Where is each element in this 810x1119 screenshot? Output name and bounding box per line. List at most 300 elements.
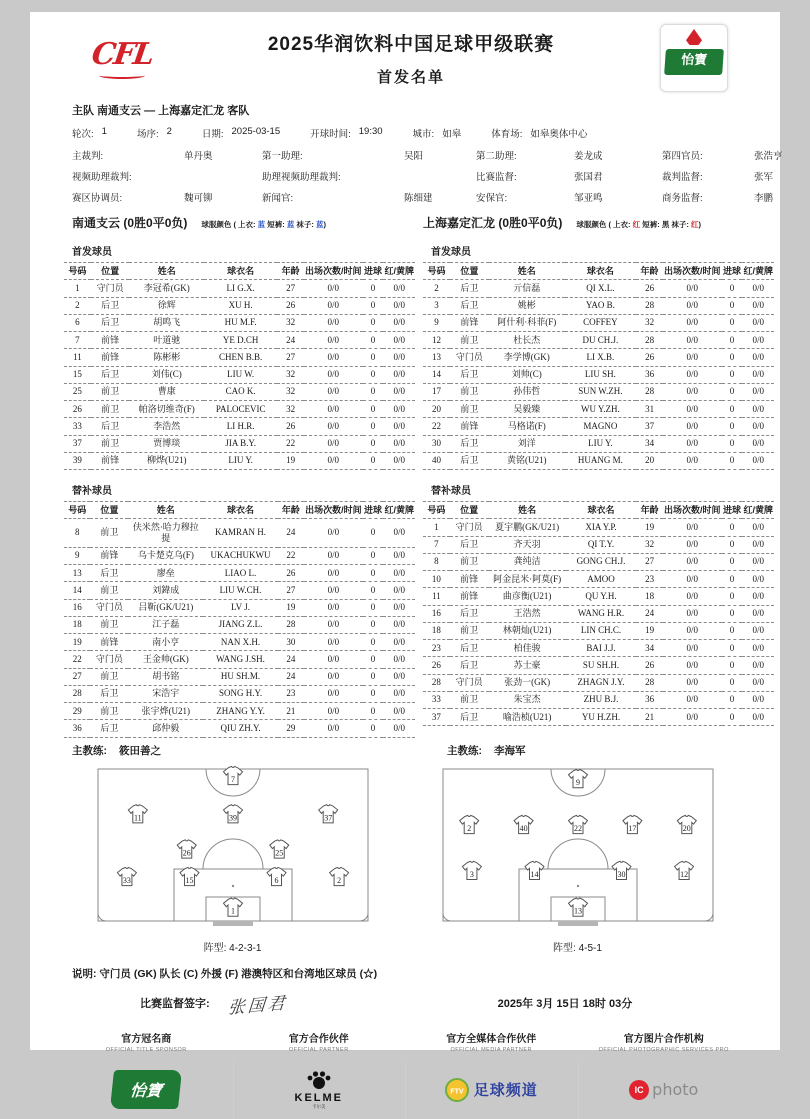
player-position: 后卫 — [450, 640, 489, 657]
player-age: 23 — [278, 685, 304, 702]
cards: 0/0 — [742, 536, 774, 553]
shirt-number: 25 — [274, 848, 283, 858]
home-team-header — [72, 214, 423, 231]
cards: 0/0 — [742, 674, 774, 691]
apps-time: 0/0 — [663, 519, 722, 536]
apps-time: 0/0 — [304, 668, 363, 685]
cards: 0/0 — [742, 709, 774, 726]
cards: 0/0 — [383, 720, 415, 737]
kit-label-end: ) — [698, 220, 701, 229]
column-header: 球衣名 — [203, 502, 277, 519]
column-header: 出场次数/时间 — [304, 502, 363, 519]
table-row — [64, 720, 415, 737]
table-row — [423, 297, 774, 314]
player-name: 廖垒 — [128, 565, 203, 582]
kit-label: 球服颜色 ( — [201, 220, 236, 229]
kit-color-value: 蓝 — [257, 220, 266, 229]
apps-time: 0/0 — [304, 519, 363, 548]
player-number: 7 — [423, 536, 450, 553]
table-row — [423, 691, 774, 708]
cards: 0/0 — [742, 571, 774, 588]
jersey-name: CHEN B.B. — [204, 349, 277, 366]
player-table — [423, 262, 774, 470]
column-header: 球衣名 — [204, 263, 277, 280]
cards: 0/0 — [742, 401, 774, 418]
table-row — [64, 383, 415, 400]
table-row — [423, 709, 774, 726]
goals: 0 — [363, 297, 384, 314]
shirt-number: 17 — [627, 823, 636, 833]
info-label: 体育场: — [491, 129, 523, 140]
player-position: 后卫 — [450, 709, 489, 726]
player-age: 27 — [636, 553, 663, 570]
cards: 0/0 — [742, 605, 774, 622]
team-names-row — [30, 214, 780, 231]
player-position: 前锋 — [91, 452, 130, 469]
player-number: 14 — [423, 366, 450, 383]
apps-time: 0/0 — [304, 565, 363, 582]
cestbon-footer-logo-text: 怡寶 — [110, 1070, 182, 1109]
apps-time: 0/0 — [663, 571, 722, 588]
table-row — [64, 401, 415, 418]
goals: 0 — [363, 634, 384, 651]
official-label: 第四官员: — [662, 151, 703, 162]
column-header: 姓名 — [489, 502, 566, 519]
away-subs-table — [423, 501, 774, 738]
info-pair — [137, 126, 172, 140]
official-name: 邹亚鸣 — [574, 193, 603, 204]
table-row — [64, 314, 415, 331]
cfl-logo-text: CFL — [89, 37, 155, 72]
table-row — [64, 452, 415, 469]
info-label: 轮次: — [72, 129, 94, 140]
table-row — [423, 674, 774, 691]
sponsor-photo-zh: 官方图片合作机构 — [623, 1033, 704, 1045]
cards: 0/0 — [742, 452, 774, 469]
info-pair — [491, 126, 587, 140]
player-number: 8 — [423, 553, 450, 570]
player-position: 前锋 — [450, 314, 489, 331]
player-age: 28 — [636, 297, 663, 314]
apps-time: 0/0 — [304, 383, 363, 400]
cards: 0/0 — [383, 685, 415, 702]
legend-note — [30, 954, 780, 981]
cards: 0/0 — [383, 366, 415, 383]
shirt-number: 2 — [336, 875, 341, 885]
info-value: 2 — [166, 126, 172, 137]
table-row — [64, 703, 415, 720]
player-position: 前卫 — [450, 691, 489, 708]
player-number: 25 — [64, 383, 91, 400]
table-header-row — [423, 502, 774, 519]
player-position: 前锋 — [91, 349, 130, 366]
player-name: 徐辉 — [129, 297, 204, 314]
goals: 0 — [722, 657, 743, 674]
away-subs-label: 替补球员 — [431, 486, 471, 497]
player-age: 37 — [636, 418, 663, 435]
matchup-line: 主队 南通支云 — 上海嘉定汇龙 客队 — [72, 105, 250, 117]
apps-time: 0/0 — [304, 366, 363, 383]
player-table — [64, 501, 415, 738]
player-position: 后卫 — [91, 297, 130, 314]
player-name: 刘伟(C) — [129, 366, 204, 383]
player-age: 20 — [636, 452, 663, 469]
cards: 0/0 — [742, 435, 774, 452]
cards: 0/0 — [742, 640, 774, 657]
player-shirt — [568, 898, 587, 916]
ftv-logo — [405, 1061, 579, 1119]
jersey-name: LIU Y. — [565, 435, 636, 452]
sponsor-strip — [30, 1030, 780, 1119]
column-header: 年龄 — [277, 263, 304, 280]
column-header: 红/黄牌 — [383, 263, 415, 280]
player-position: 守门员 — [450, 349, 489, 366]
player-number: 2 — [423, 280, 450, 297]
cards: 0/0 — [383, 582, 415, 599]
team-sheet-document — [30, 0, 783, 1109]
player-age: 24 — [278, 668, 304, 685]
title-block — [162, 29, 660, 87]
player-position: 前卫 — [450, 622, 489, 639]
shirt-number: 33 — [122, 875, 131, 885]
player-number: 3 — [423, 297, 450, 314]
kit-color-value: 红 — [632, 220, 641, 229]
jersey-name: LIAO L. — [203, 565, 277, 582]
player-age: 21 — [636, 709, 663, 726]
player-age: 32 — [636, 536, 663, 553]
cards: 0/0 — [383, 332, 415, 349]
sponsor-title — [60, 1030, 233, 1119]
shirt-number: 3 — [469, 869, 474, 879]
apps-time: 0/0 — [663, 452, 722, 469]
cards: 0/0 — [383, 565, 415, 582]
player-age: 32 — [277, 383, 304, 400]
shirt-number: 6 — [274, 875, 279, 885]
player-number: 9 — [423, 314, 450, 331]
jersey-name: SU SH.H. — [566, 657, 636, 674]
player-position: 前卫 — [450, 332, 489, 349]
sponsor-media — [405, 1030, 578, 1119]
away-coach — [405, 738, 780, 758]
cards: 0/0 — [742, 553, 774, 570]
cards: 0/0 — [742, 297, 774, 314]
player-name: 吕靳(GK/U21) — [128, 599, 203, 616]
player-number: 39 — [64, 452, 91, 469]
table-row — [64, 616, 415, 633]
shirt-number: 13 — [573, 906, 582, 916]
player-name: 吴毅臻 — [489, 401, 565, 418]
formation-diagrams — [30, 768, 780, 954]
player-number: 15 — [64, 366, 91, 383]
home-subs-label: 替补球员 — [72, 486, 112, 497]
cards: 0/0 — [383, 314, 415, 331]
jersey-name: ZHU B.J. — [566, 691, 636, 708]
player-number: 11 — [64, 349, 91, 366]
apps-time: 0/0 — [304, 547, 363, 564]
info-label: 日期: — [201, 129, 224, 140]
sponsor-photo — [578, 1030, 751, 1119]
player-name: 帕洛切维奇(F) — [129, 401, 204, 418]
cards: 0/0 — [383, 280, 415, 297]
player-age: 24 — [278, 519, 304, 548]
column-header: 红/黄牌 — [383, 502, 415, 519]
subs-section-labels — [30, 470, 780, 497]
player-number: 2 — [64, 297, 91, 314]
column-header: 号码 — [64, 502, 90, 519]
player-name: 阿什利·科菲(F) — [489, 314, 565, 331]
player-name: 王浩然 — [489, 605, 566, 622]
player-age: 27 — [277, 349, 304, 366]
jersey-name: LIU Y. — [204, 452, 277, 469]
cestbon-logo-text: 怡寶 — [664, 49, 724, 75]
sponsor-partner-zh: 官方合作伙伴 — [288, 1033, 349, 1045]
player-name: 柏佳骏 — [489, 640, 566, 657]
sponsor-title-zh: 官方冠名商 — [121, 1033, 172, 1045]
player-number: 29 — [64, 703, 90, 720]
column-header: 位置 — [450, 502, 489, 519]
kelme-logo — [233, 1061, 407, 1119]
jersey-name: DU CH.J. — [565, 332, 636, 349]
apps-time: 0/0 — [663, 349, 722, 366]
player-position: 前锋 — [90, 547, 128, 564]
shirt-number: 12 — [679, 869, 688, 879]
player-shirt — [329, 867, 348, 885]
cards: 0/0 — [383, 401, 415, 418]
player-name: 阿金昆米·阿莫(F) — [489, 571, 566, 588]
player-shirt — [459, 815, 478, 833]
home-team-name: 南通支云 (0胜0平0负) — [72, 216, 188, 230]
kit-color-value: 蓝 — [315, 220, 324, 229]
kit-part-label: 上衣: — [235, 220, 258, 229]
kit-part-label: 袜子: — [669, 220, 691, 229]
player-position: 守门员 — [90, 599, 128, 616]
player-name: 苏士豪 — [489, 657, 566, 674]
apps-time: 0/0 — [663, 383, 722, 400]
table-row — [64, 418, 415, 435]
info-label: 城市: — [412, 129, 435, 140]
goals: 0 — [722, 383, 743, 400]
apps-time: 0/0 — [663, 366, 722, 383]
apps-time: 0/0 — [304, 280, 363, 297]
icphoto-logo — [578, 1061, 751, 1119]
player-name: 亓信磊 — [489, 280, 565, 297]
home-coach-name: 筱田善之 — [119, 744, 161, 757]
cards: 0/0 — [742, 519, 774, 536]
kit-label: 球服颜色 ( — [576, 220, 611, 229]
goals: 0 — [722, 640, 743, 657]
player-name: 胡鸣飞 — [129, 314, 204, 331]
player-number: 16 — [423, 605, 450, 622]
goals: 0 — [363, 418, 384, 435]
goals: 0 — [722, 332, 743, 349]
player-table — [64, 262, 415, 470]
shirt-number: 20 — [682, 823, 691, 833]
ftv-shield-icon — [445, 1078, 469, 1102]
away-starters-label: 首发球员 — [431, 247, 471, 258]
column-header: 红/黄牌 — [742, 502, 774, 519]
kelme-logo-subtext: 卡尔美 — [312, 1103, 326, 1109]
player-position: 后卫 — [450, 605, 489, 622]
starters-tables — [30, 258, 780, 470]
official-name: 吴阳 — [404, 151, 424, 162]
jersey-name: XU H. — [204, 297, 277, 314]
player-number: 12 — [423, 332, 450, 349]
apps-time: 0/0 — [304, 349, 363, 366]
player-shirt — [524, 861, 543, 879]
apps-time: 0/0 — [304, 418, 363, 435]
pitch-svg — [97, 768, 369, 930]
goals: 0 — [363, 668, 384, 685]
jersey-name: LV J. — [203, 599, 277, 616]
player-age: 19 — [277, 452, 304, 469]
info-pair — [310, 126, 382, 140]
cards: 0/0 — [383, 634, 415, 651]
table-row — [423, 622, 774, 639]
table-row — [423, 657, 774, 674]
table-row — [64, 435, 415, 452]
player-name: 刘帅(C) — [489, 366, 565, 383]
player-number: 7 — [64, 332, 91, 349]
official-label: 赛区协调员: — [72, 193, 123, 204]
column-header: 号码 — [423, 263, 450, 280]
player-shirt — [128, 804, 147, 822]
pitch-svg — [442, 768, 714, 930]
player-position: 前锋 — [450, 588, 489, 605]
player-position: 后卫 — [450, 280, 489, 297]
kit-color-value: 蓝 — [286, 220, 295, 229]
subs-tables — [30, 497, 780, 738]
player-age: 30 — [278, 634, 304, 651]
player-name: 柳烨(U21) — [129, 452, 204, 469]
column-header: 号码 — [64, 263, 91, 280]
column-header: 姓名 — [129, 263, 204, 280]
cards: 0/0 — [742, 691, 774, 708]
kelme-paw-icon — [306, 1070, 332, 1090]
info-label: 场序: — [136, 129, 159, 140]
player-name: 李学博(GK) — [489, 349, 565, 366]
player-number: 14 — [64, 582, 90, 599]
goals: 0 — [363, 685, 384, 702]
player-age: 19 — [636, 622, 663, 639]
table-row — [423, 349, 774, 366]
cards: 0/0 — [383, 599, 415, 616]
cards: 0/0 — [383, 616, 415, 633]
player-position: 后卫 — [450, 366, 489, 383]
player-age: 24 — [278, 651, 304, 668]
table-row — [423, 571, 774, 588]
player-number: 33 — [64, 418, 91, 435]
player-shirt — [223, 804, 242, 822]
jersey-name: QIU ZH.Y. — [203, 720, 277, 737]
player-number: 20 — [423, 401, 450, 418]
column-header: 进球 — [363, 263, 384, 280]
player-shirt — [318, 804, 337, 822]
cards: 0/0 — [742, 366, 774, 383]
column-header: 球衣名 — [565, 263, 636, 280]
table-row — [64, 547, 415, 564]
shirt-number: 30 — [617, 869, 626, 879]
away-pitch — [442, 768, 714, 935]
jersey-name: ZHANG Y.Y. — [203, 703, 277, 720]
player-name: 伕米然·哈力穆拉提 — [128, 519, 203, 548]
player-position: 后卫 — [450, 452, 489, 469]
player-age: 28 — [636, 332, 663, 349]
player-name: 叶道驰 — [129, 332, 204, 349]
cards: 0/0 — [383, 435, 415, 452]
apps-time: 0/0 — [663, 401, 722, 418]
goals: 0 — [722, 349, 743, 366]
column-header: 姓名 — [489, 263, 565, 280]
home-kit-colors — [201, 219, 326, 230]
match-info-row — [30, 118, 780, 140]
jersey-name: HU SH.M. — [203, 668, 277, 685]
player-name: 刘洋 — [489, 435, 565, 452]
jersey-name: HUANG M. — [565, 452, 636, 469]
player-age: 29 — [278, 720, 304, 737]
player-shirt — [179, 867, 198, 885]
jersey-name: HU M.F. — [204, 314, 277, 331]
info-value: 19:30 — [358, 126, 383, 137]
cards: 0/0 — [742, 418, 774, 435]
goals: 0 — [363, 519, 384, 548]
jersey-name: QI T.Y. — [566, 536, 636, 553]
player-name: 杜长杰 — [489, 332, 565, 349]
player-position: 前锋 — [90, 634, 128, 651]
column-header: 进球 — [722, 263, 743, 280]
shirt-number: 11 — [133, 812, 142, 822]
signature-datetime: 2025年 3月 15日 18时 03分 — [497, 998, 633, 1010]
table-row — [423, 401, 774, 418]
player-number: 13 — [64, 565, 90, 582]
info-label: 开球时间: — [310, 129, 351, 140]
jersey-name: ZHAGN J.Y. — [566, 674, 636, 691]
player-number: 37 — [423, 709, 450, 726]
player-name: 姚彬 — [489, 297, 565, 314]
player-name: 乌卡楚克乌(F) — [128, 547, 203, 564]
cards: 0/0 — [383, 651, 415, 668]
info-pair — [72, 126, 107, 140]
official-label: 主裁判: — [72, 151, 104, 162]
player-shirt — [177, 839, 196, 857]
apps-time: 0/0 — [304, 297, 363, 314]
player-name: 李冠希(GK) — [129, 280, 204, 297]
apps-time: 0/0 — [304, 332, 363, 349]
home-coach — [30, 738, 405, 758]
apps-time: 0/0 — [663, 640, 722, 657]
player-name: 邱仲毅 — [128, 720, 203, 737]
player-number: 16 — [64, 599, 90, 616]
player-position: 前卫 — [90, 519, 128, 548]
player-position: 前卫 — [90, 616, 128, 633]
cards: 0/0 — [383, 519, 415, 548]
column-header: 红/黄牌 — [742, 263, 774, 280]
kit-color-value: 红 — [690, 220, 699, 229]
player-number: 28 — [423, 674, 450, 691]
player-age: 27 — [277, 280, 304, 297]
official-name — [184, 169, 262, 183]
player-age: 26 — [636, 349, 663, 366]
jersey-name: LIU W.CH. — [203, 582, 277, 599]
official-name — [404, 169, 476, 183]
player-number: 19 — [64, 634, 90, 651]
jersey-name: GONG CH.J. — [566, 553, 636, 570]
jersey-name: LIU W. — [204, 366, 277, 383]
cestbon-emblem-icon — [686, 29, 702, 45]
goals: 0 — [363, 547, 384, 564]
player-age: 31 — [636, 401, 663, 418]
apps-time: 0/0 — [663, 297, 722, 314]
table-row — [423, 280, 774, 297]
